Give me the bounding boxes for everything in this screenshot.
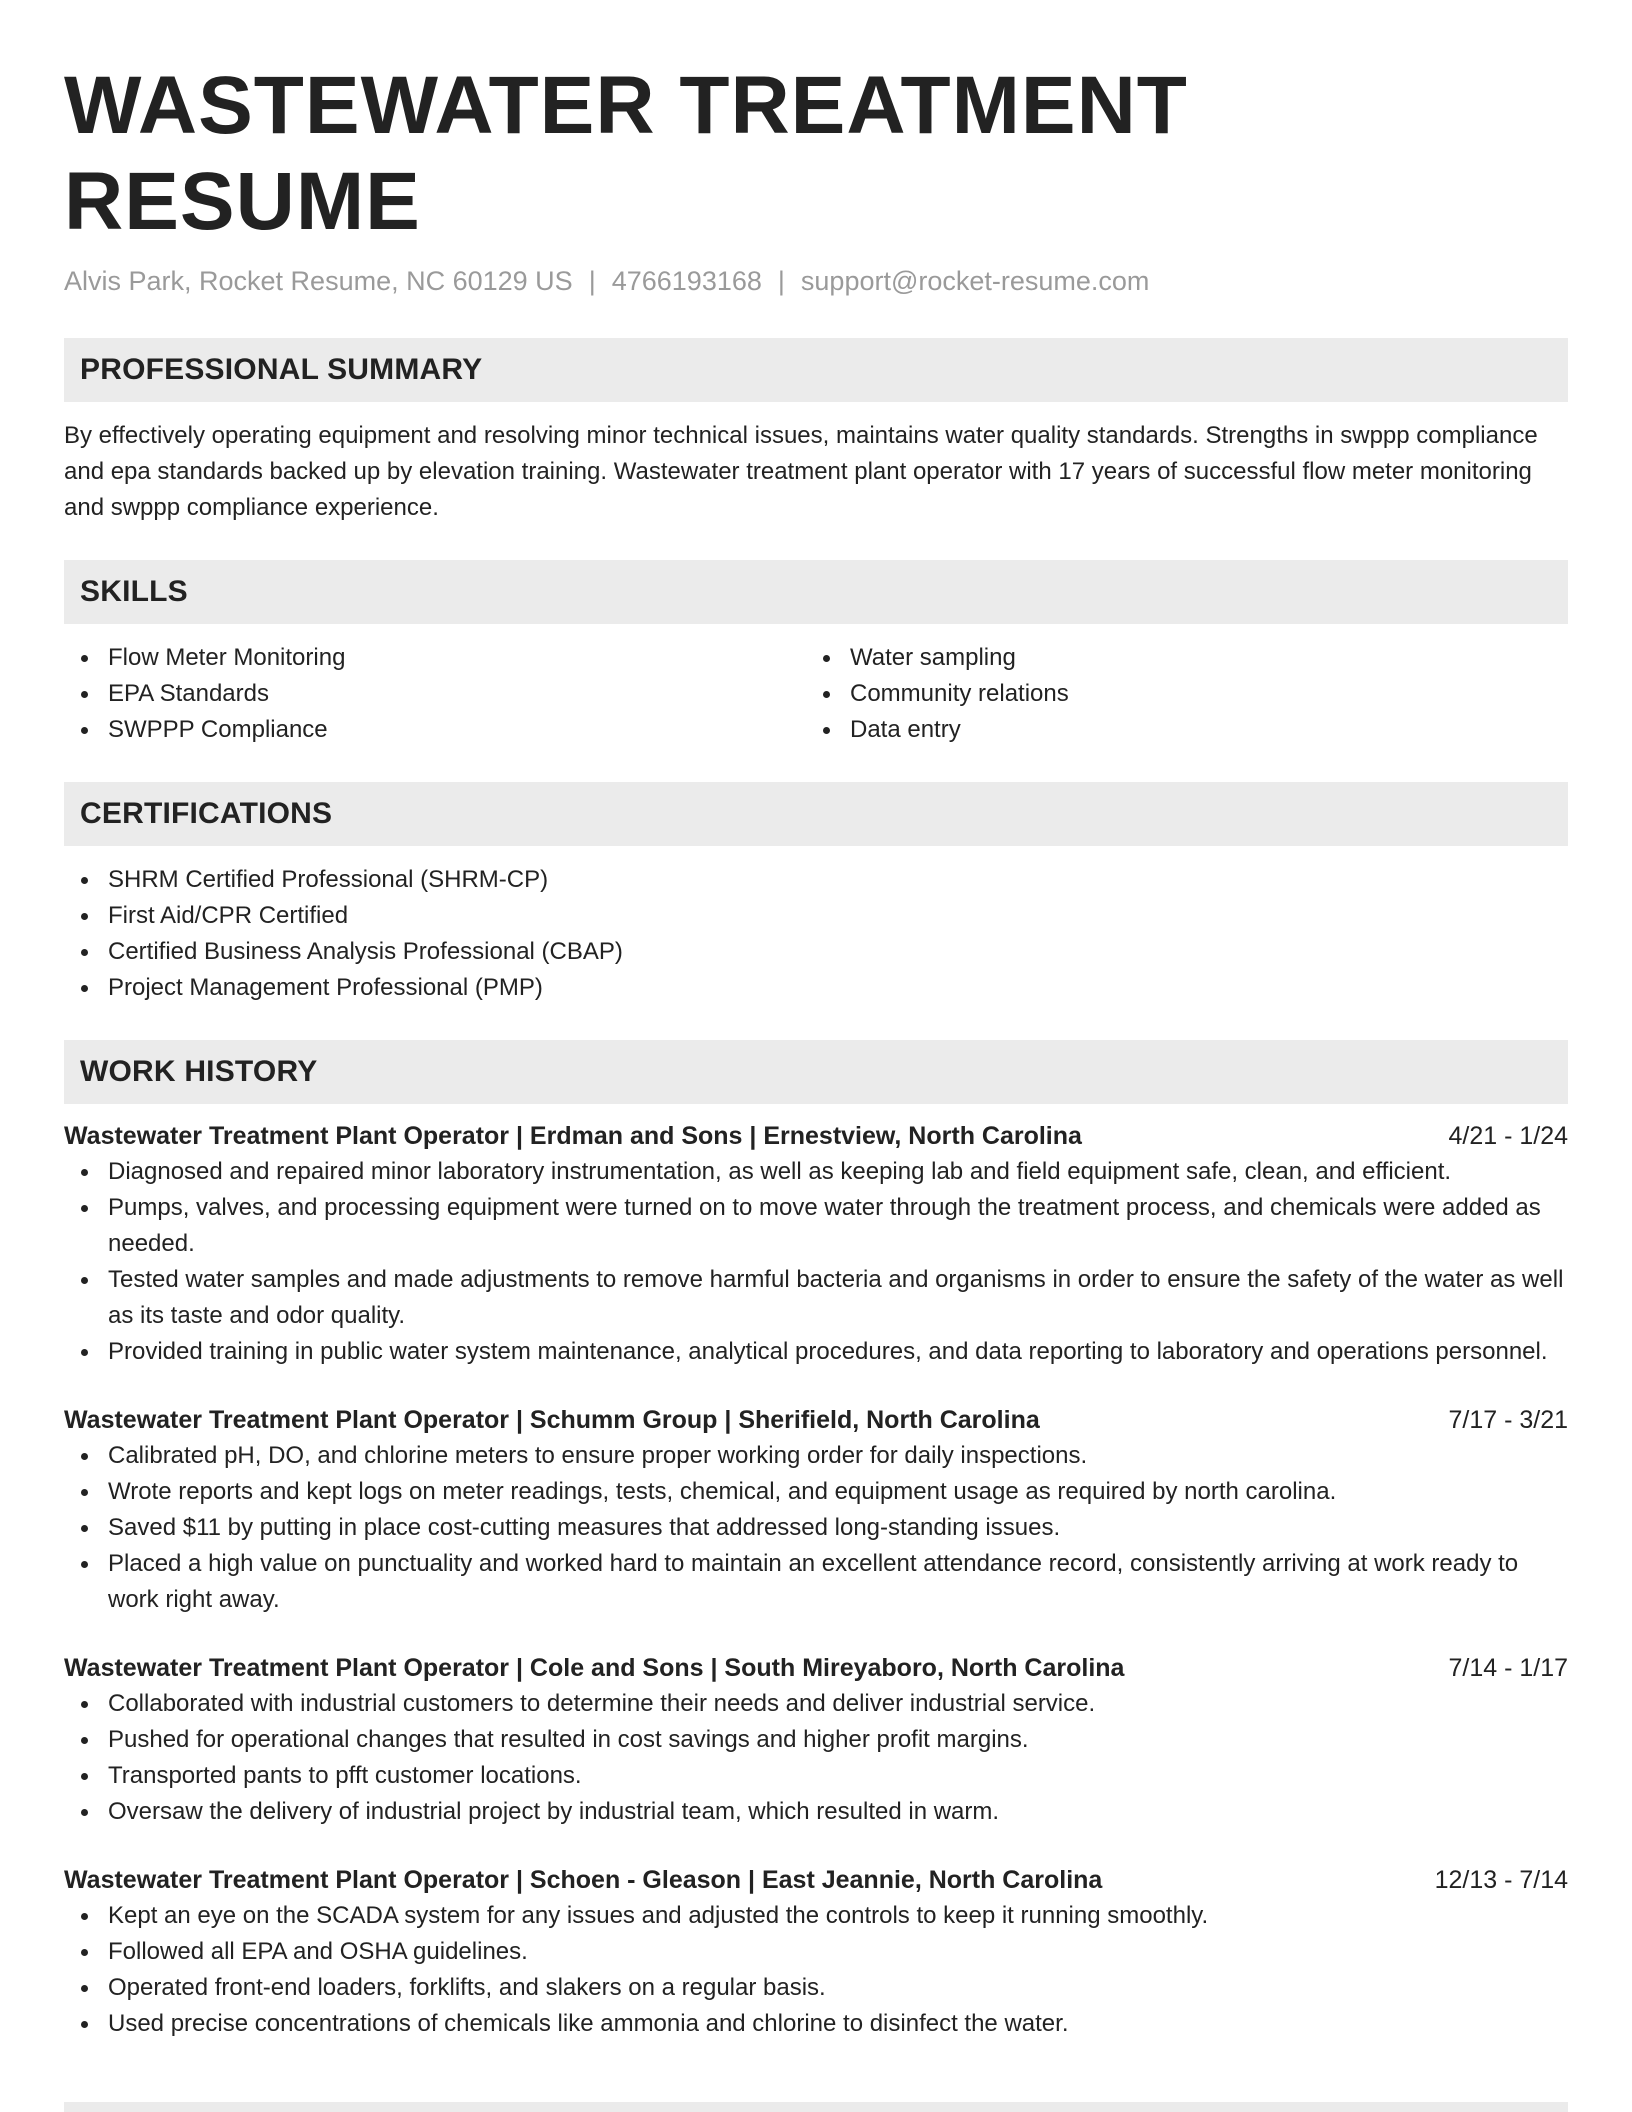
job-dates: 12/13 - 7/14 <box>1434 1866 1568 1894</box>
section-heading-summary: PROFESSIONAL SUMMARY <box>64 338 1568 402</box>
list-item: SWPPP Compliance <box>64 712 806 748</box>
list-item: Followed all EPA and OSHA guidelines. <box>64 1934 1568 1970</box>
summary-text: By effectively operating equipment and resolving minor technical issues, maintains water quality standards. Strengths in swppp compliance and epa standards backed up by elevation training. Wastewater treatment plant operator with 17 years of successful flow meter monitoring and swppp compliance experience. <box>64 422 1538 521</box>
section-heading-skills: SKILLS <box>64 560 1568 624</box>
job-bullets <box>64 1898 1568 2042</box>
list-item: Operated front-end loaders, forklifts, and slakers on a regular basis. <box>64 1970 1568 2006</box>
list-item: Project Management Professional (PMP) <box>64 970 1568 1006</box>
certifications-section <box>64 782 1568 1006</box>
list-item: Pumps, valves, and processing equipment were turned on to move water through the treatment process, and chemicals were added as needed. <box>64 1190 1568 1262</box>
list-item: EPA Standards <box>64 676 806 712</box>
job-bullets <box>64 1154 1568 1370</box>
work-history-section <box>64 1040 1568 2042</box>
job-bullets <box>64 1686 1568 1830</box>
job-entry <box>64 1118 1568 1370</box>
list-item: Collaborated with industrial customers to determine their needs and deliver industrial service. <box>64 1686 1568 1722</box>
job-header <box>64 1402 1568 1438</box>
contact-phone: 4766193168 <box>611 266 762 296</box>
contact-email[interactable]: support@rocket-resume.com <box>800 266 1150 296</box>
job-title: Wastewater Treatment Plant Operator | Schumm Group | Sherifield, North Carolina <box>64 1406 1040 1434</box>
skills-column-left <box>64 640 806 748</box>
certifications-list <box>64 862 1568 1006</box>
section-heading-certifications: CERTIFICATIONS <box>64 782 1568 846</box>
skills-section <box>64 560 1568 748</box>
list-item: Flow Meter Monitoring <box>64 640 806 676</box>
list-item: First Aid/CPR Certified <box>64 898 1568 934</box>
resume-title: WASTEWATER TREATMENT RESUME <box>64 60 1188 247</box>
list-item: Calibrated pH, DO, and chlorine meters to ensure proper working order for daily inspections. <box>64 1438 1568 1474</box>
job-title: Wastewater Treatment Plant Operator | Schoen - Gleason | East Jeannie, North Carolina <box>64 1866 1103 1894</box>
job-entry <box>64 1650 1568 1830</box>
job-header <box>64 1650 1568 1686</box>
skills-column-right <box>806 640 1548 748</box>
job-dates: 7/17 - 3/21 <box>1448 1406 1568 1434</box>
job-dates: 4/21 - 1/24 <box>1448 1122 1568 1150</box>
job-header <box>64 1862 1568 1898</box>
contact-line <box>64 264 1568 298</box>
list-item: Provided training in public water system maintenance, analytical procedures, and data reporting to laboratory and operations personnel. <box>64 1334 1568 1370</box>
contact-separator: | <box>777 266 785 296</box>
list-item: Data entry <box>806 712 1548 748</box>
list-item: Water sampling <box>806 640 1548 676</box>
job-title: Wastewater Treatment Plant Operator | Erdman and Sons | Ernestview, North Carolina <box>64 1122 1082 1150</box>
list-item: Used precise concentrations of chemicals like ammonia and chlorine to disinfect the water. <box>64 2006 1568 2042</box>
job-dates: 7/14 - 1/17 <box>1448 1654 1568 1682</box>
summary-section <box>64 338 1568 526</box>
list-item: Oversaw the delivery of industrial project by industrial team, which resulted in warm. <box>64 1794 1568 1830</box>
next-section-header-edge <box>64 2102 1568 2112</box>
job-entry <box>64 1402 1568 1618</box>
list-item: Saved $11 by putting in place cost-cutting measures that addressed long-standing issues. <box>64 1510 1568 1546</box>
job-bullets <box>64 1438 1568 1618</box>
skills-grid <box>64 640 1568 748</box>
job-entry <box>64 1862 1568 2042</box>
list-item: Wrote reports and kept logs on meter readings, tests, chemical, and equipment usage as required by north carolina. <box>64 1474 1568 1510</box>
list-item: Community relations <box>806 676 1548 712</box>
list-item: Placed a high value on punctuality and worked hard to maintain an excellent attendance record, consistently arriving at work ready to work right away. <box>64 1546 1568 1618</box>
job-header <box>64 1118 1568 1154</box>
contact-address: Alvis Park, Rocket Resume, NC 60129 US <box>64 266 573 296</box>
list-item: Transported pants to pfft customer locations. <box>64 1758 1568 1794</box>
contact-separator: | <box>588 266 596 296</box>
list-item: Certified Business Analysis Professional (CBAP) <box>64 934 1568 970</box>
list-item: Diagnosed and repaired minor laboratory instrumentation, as well as keeping lab and field equipment safe, clean, and efficient. <box>64 1154 1568 1190</box>
list-item: Kept an eye on the SCADA system for any issues and adjusted the controls to keep it running smoothly. <box>64 1898 1568 1934</box>
resume-page <box>64 0 1568 2042</box>
list-item: Tested water samples and made adjustments to remove harmful bacteria and organisms in order to ensure the safety of the water as well as its taste and odor quality. <box>64 1262 1568 1334</box>
list-item: SHRM Certified Professional (SHRM-CP) <box>64 862 1568 898</box>
section-heading-work-history: WORK HISTORY <box>64 1040 1568 1104</box>
job-title: Wastewater Treatment Plant Operator | Cole and Sons | South Mireyaboro, North Carolina <box>64 1654 1125 1682</box>
list-item: Pushed for operational changes that resulted in cost savings and higher profit margins. <box>64 1722 1568 1758</box>
